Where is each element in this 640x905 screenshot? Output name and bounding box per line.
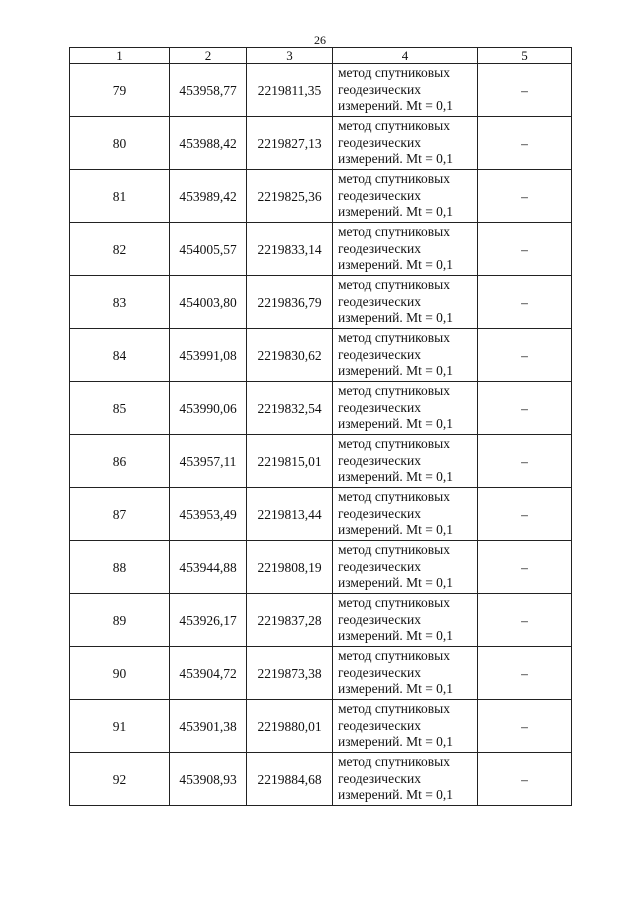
y-coordinate-cell: 2219880,01	[247, 700, 333, 753]
table-header-row	[70, 48, 572, 64]
header-col-1: 1	[70, 48, 170, 64]
y-coordinate-cell: 2219836,79	[247, 276, 333, 329]
method-cell	[333, 488, 478, 541]
note-cell: –	[478, 435, 572, 488]
table-row	[70, 329, 572, 382]
header-col-5: 5	[478, 48, 572, 64]
method-cell	[333, 223, 478, 276]
method-cell	[333, 435, 478, 488]
table-row	[70, 594, 572, 647]
header-col-3: 3	[247, 48, 333, 64]
y-coordinate-cell: 2219837,28	[247, 594, 333, 647]
note-cell: –	[478, 170, 572, 223]
table-row	[70, 223, 572, 276]
table-row	[70, 488, 572, 541]
note-cell: –	[478, 541, 572, 594]
x-coordinate-cell: 453908,93	[170, 753, 247, 806]
x-coordinate-cell: 454003,80	[170, 276, 247, 329]
point-number-cell: 90	[70, 647, 170, 700]
table-row	[70, 700, 572, 753]
method-text-line: измерений. Mt = 0,1	[338, 151, 454, 167]
y-coordinate-cell: 2219813,44	[247, 488, 333, 541]
note-cell: –	[478, 488, 572, 541]
y-coordinate-cell: 2219873,38	[247, 647, 333, 700]
point-number-cell: 92	[70, 753, 170, 806]
x-coordinate-cell: 453926,17	[170, 594, 247, 647]
point-number-cell: 85	[70, 382, 170, 435]
method-text-line: геодезических	[338, 770, 421, 786]
method-cell	[333, 382, 478, 435]
method-text-line: геодезических	[338, 558, 421, 574]
x-coordinate-cell: 453944,88	[170, 541, 247, 594]
method-cell	[333, 117, 478, 170]
header-col-4: 4	[333, 48, 478, 64]
x-coordinate-cell: 453988,42	[170, 117, 247, 170]
point-number-cell: 81	[70, 170, 170, 223]
table-row	[70, 753, 572, 806]
table-row	[70, 170, 572, 223]
y-coordinate-cell: 2219815,01	[247, 435, 333, 488]
method-text-line: метод спутниковых	[338, 648, 450, 664]
method-text-line: метод спутниковых	[338, 595, 450, 611]
method-text-line: измерений. Mt = 0,1	[338, 310, 454, 326]
method-text-line: геодезических	[338, 187, 421, 203]
table-row	[70, 117, 572, 170]
method-text-line: геодезических	[338, 81, 421, 97]
note-cell: –	[478, 382, 572, 435]
y-coordinate-cell: 2219830,62	[247, 329, 333, 382]
point-number-cell: 91	[70, 700, 170, 753]
y-coordinate-cell: 2219808,19	[247, 541, 333, 594]
method-text-line: геодезических	[338, 664, 421, 680]
point-number-cell: 88	[70, 541, 170, 594]
note-cell: –	[478, 329, 572, 382]
method-text-line: метод спутниковых	[338, 436, 450, 452]
method-text-line: геодезических	[338, 717, 421, 733]
method-text-line: геодезических	[338, 293, 421, 309]
point-number-cell: 80	[70, 117, 170, 170]
method-text-line: метод спутниковых	[338, 65, 450, 81]
method-cell	[333, 170, 478, 223]
header-col-2: 2	[170, 48, 247, 64]
note-cell: –	[478, 594, 572, 647]
method-text-line: измерений. Mt = 0,1	[338, 575, 454, 591]
method-text-line: метод спутниковых	[338, 171, 450, 187]
x-coordinate-cell: 453958,77	[170, 64, 247, 117]
method-text-line: измерений. Mt = 0,1	[338, 787, 454, 803]
method-text-line: геодезических	[338, 611, 421, 627]
method-text-line: измерений. Mt = 0,1	[338, 98, 454, 114]
method-cell	[333, 753, 478, 806]
note-cell: –	[478, 276, 572, 329]
method-cell	[333, 329, 478, 382]
method-text-line: метод спутниковых	[338, 754, 450, 770]
point-number-cell: 79	[70, 64, 170, 117]
method-text-line: геодезических	[338, 240, 421, 256]
method-cell	[333, 594, 478, 647]
y-coordinate-cell: 2219811,35	[247, 64, 333, 117]
method-text-line: геодезических	[338, 452, 421, 468]
method-text-line: метод спутниковых	[338, 542, 450, 558]
x-coordinate-cell: 453901,38	[170, 700, 247, 753]
method-cell	[333, 700, 478, 753]
note-cell: –	[478, 700, 572, 753]
y-coordinate-cell: 2219825,36	[247, 170, 333, 223]
table-row	[70, 541, 572, 594]
method-text-line: метод спутниковых	[338, 383, 450, 399]
note-cell: –	[478, 64, 572, 117]
method-cell	[333, 64, 478, 117]
method-text-line: геодезических	[338, 505, 421, 521]
point-number-cell: 86	[70, 435, 170, 488]
table-row	[70, 382, 572, 435]
method-text-line: метод спутниковых	[338, 330, 450, 346]
note-cell: –	[478, 647, 572, 700]
page-number: 26	[314, 33, 326, 47]
point-number-cell: 83	[70, 276, 170, 329]
method-cell	[333, 276, 478, 329]
x-coordinate-cell: 453989,42	[170, 170, 247, 223]
table-body	[70, 64, 572, 806]
table-row	[70, 647, 572, 700]
point-number-cell: 89	[70, 594, 170, 647]
method-text-line: измерений. Mt = 0,1	[338, 416, 454, 432]
point-number-cell: 84	[70, 329, 170, 382]
note-cell: –	[478, 753, 572, 806]
method-text-line: геодезических	[338, 399, 421, 415]
method-text-line: измерений. Mt = 0,1	[338, 734, 454, 750]
x-coordinate-cell: 453953,49	[170, 488, 247, 541]
method-text-line: измерений. Mt = 0,1	[338, 522, 454, 538]
x-coordinate-cell: 454005,57	[170, 223, 247, 276]
table-row	[70, 64, 572, 117]
table-row	[70, 276, 572, 329]
note-cell: –	[478, 117, 572, 170]
y-coordinate-cell: 2219832,54	[247, 382, 333, 435]
method-text-line: измерений. Mt = 0,1	[338, 681, 454, 697]
method-text-line: метод спутниковых	[338, 224, 450, 240]
method-text-line: метод спутниковых	[338, 701, 450, 717]
point-number-cell: 87	[70, 488, 170, 541]
x-coordinate-cell: 453957,11	[170, 435, 247, 488]
method-text-line: геодезических	[338, 134, 421, 150]
coordinates-table	[69, 47, 572, 806]
method-cell	[333, 541, 478, 594]
point-number-cell: 82	[70, 223, 170, 276]
note-cell: –	[478, 223, 572, 276]
x-coordinate-cell: 453991,08	[170, 329, 247, 382]
method-text-line: метод спутниковых	[338, 277, 450, 293]
method-text-line: геодезических	[338, 346, 421, 362]
method-text-line: измерений. Mt = 0,1	[338, 628, 454, 644]
method-text-line: измерений. Mt = 0,1	[338, 363, 454, 379]
y-coordinate-cell: 2219827,13	[247, 117, 333, 170]
x-coordinate-cell: 453904,72	[170, 647, 247, 700]
method-text-line: измерений. Mt = 0,1	[338, 469, 454, 485]
y-coordinate-cell: 2219833,14	[247, 223, 333, 276]
table-row	[70, 435, 572, 488]
x-coordinate-cell: 453990,06	[170, 382, 247, 435]
y-coordinate-cell: 2219884,68	[247, 753, 333, 806]
method-text-line: измерений. Mt = 0,1	[338, 204, 454, 220]
method-cell	[333, 647, 478, 700]
method-text-line: метод спутниковых	[338, 489, 450, 505]
method-text-line: измерений. Mt = 0,1	[338, 257, 454, 273]
method-text-line: метод спутниковых	[338, 118, 450, 134]
